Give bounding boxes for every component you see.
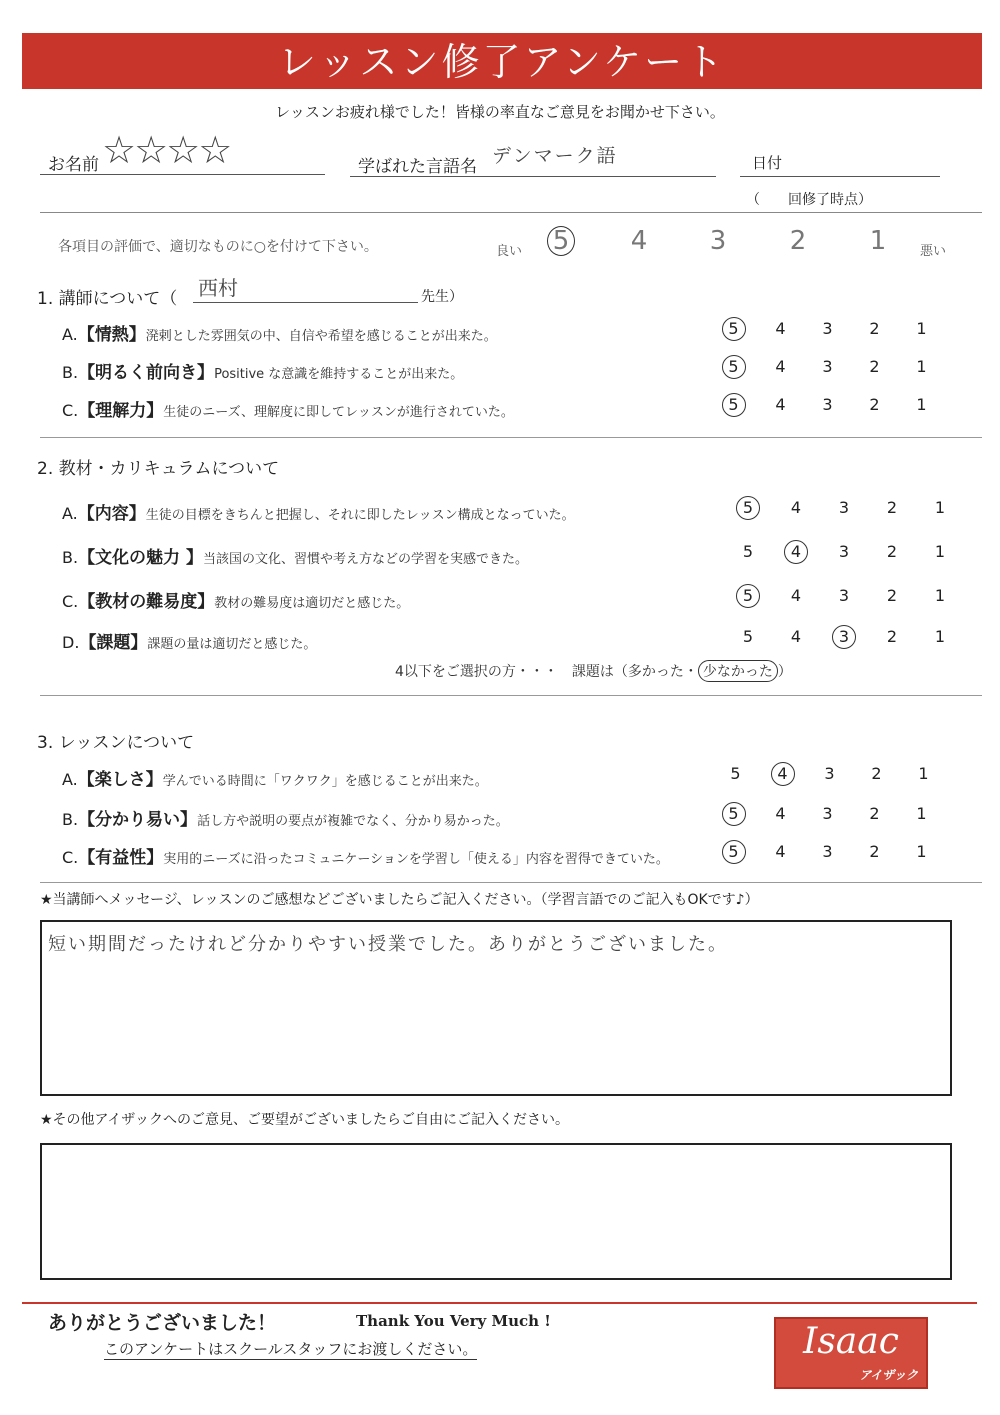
rating-option[interactable]: 3 (822, 319, 833, 338)
rating-1a (710, 319, 945, 338)
selected-circle (722, 393, 746, 417)
rating-option[interactable]: 2 (886, 498, 898, 517)
rating-option[interactable]: 1 (916, 319, 927, 338)
scale-good-label: 良い (496, 244, 523, 259)
feedback-label: ★その他アイザックへのご意見、ご要望がございましたらご自由にご記入ください。 (40, 1112, 570, 1128)
selected-circle (722, 802, 746, 826)
rating-option[interactable]: 4 (775, 842, 786, 861)
rating-2b (724, 542, 964, 561)
selected-circle (736, 496, 760, 520)
selected-circle (722, 355, 746, 379)
question-1b: B.【明るく前向き】Positive な意識を維持することが出来た。 (62, 363, 464, 383)
section-3-title: 3. レッスンについて (37, 733, 195, 753)
rating-option[interactable]: 2 (869, 319, 880, 338)
rating-option[interactable]: 1 (934, 498, 946, 517)
selected-circle (771, 762, 795, 786)
page-subtitle: レッスンお疲れ様でした！皆様の率直なご意見をお聞かせ下さい。 (275, 103, 725, 121)
selected-circle (736, 584, 760, 608)
rating-option[interactable]: 5 (710, 804, 757, 823)
rating-option[interactable]: 2 (886, 627, 898, 646)
homework-followup: 4以下をご選択の方・・・ 課題は（多かった・ 少なかった ） (395, 660, 792, 682)
rating-1b (710, 357, 945, 376)
option-few-circled[interactable]: 少なかった (698, 660, 778, 682)
teacher-name[interactable]: 西村 (198, 276, 238, 300)
rating-option[interactable]: 1 (918, 764, 929, 783)
rating-option[interactable]: 5 (710, 319, 757, 338)
scale-number: 2 (789, 226, 807, 256)
teacher-suffix: 先生） (421, 289, 463, 305)
divider (40, 212, 982, 213)
rating-option[interactable]: 5 (710, 395, 757, 414)
message-textarea[interactable] (40, 920, 952, 1096)
scale-numbers (522, 226, 918, 256)
rating-option[interactable]: 1 (916, 804, 927, 823)
selected-circle (784, 540, 808, 564)
question-3c: C.【有益性】実用的ニーズに沿ったコミュニケーションを学習し「使える」内容を習得できていた。 (62, 848, 669, 868)
question-1c: C.【理解力】生徒のニーズ、理解度に即してレッスンが進行されていた。 (62, 401, 514, 421)
rating-option[interactable]: 2 (869, 395, 880, 414)
name-label: お名前 (48, 155, 99, 175)
rating-option[interactable]: 3 (838, 542, 850, 561)
rating-option[interactable]: 3 (838, 586, 850, 605)
teacher-underline (193, 302, 418, 303)
rating-option[interactable]: 2 (886, 586, 898, 605)
scale-number: 1 (869, 226, 887, 256)
section-title-text: 1. 講師について（ (37, 289, 178, 309)
name-value[interactable]: ☆☆☆☆ (102, 128, 231, 172)
question-3a: A.【楽しさ】学んでいる時間に「ワクワク」を感じることが出来た。 (62, 770, 488, 790)
question-2a: A.【内容】生徒の目標をきちんと把握し、それに即したレッスン構成となっていた。 (62, 504, 575, 524)
rating-option[interactable]: 1 (934, 586, 946, 605)
scale-instruction: 各項目の評価で、適切なものに○を付けて下さい。 (58, 239, 378, 255)
rating-option[interactable]: 3 (822, 357, 833, 376)
rating-option[interactable]: 4 (775, 395, 786, 414)
rating-option[interactable]: 5 (742, 542, 754, 561)
message-label: ★当講師へメッセージ、レッスンのご感想などございましたらご記入ください。（学習言語でのご記入もOKです♪） (40, 892, 759, 908)
rating-option[interactable]: 4 (759, 764, 806, 783)
rating-3b (710, 804, 945, 823)
date-underline[interactable] (740, 176, 940, 177)
rating-option[interactable]: 2 (886, 542, 898, 561)
rating-option[interactable]: 5 (710, 842, 757, 861)
rating-2c (724, 586, 964, 605)
rating-option[interactable]: 1 (916, 395, 927, 414)
thanks-jp: ありがとうございました！ (48, 1312, 277, 1334)
scale-number: 3 (709, 226, 727, 256)
rating-option[interactable]: 1 (934, 542, 946, 561)
isaac-logo (774, 1317, 928, 1389)
name-underline (40, 174, 325, 175)
question-2b: B.【文化の魅力 】当該国の文化、習慣や考え方などの学習を実感できた。 (62, 548, 528, 568)
rating-option[interactable]: 3 (838, 498, 850, 517)
section-1-title (37, 284, 177, 309)
question-2c: C.【教材の難易度】教材の難易度は適切だと感じた。 (62, 592, 410, 612)
rating-option[interactable]: 1 (916, 357, 927, 376)
thanks-en: Thank You Very Much ! (356, 1312, 551, 1330)
rating-option[interactable]: 5 (742, 627, 754, 646)
scale-number: 4 (630, 226, 648, 256)
logo-script-text: Isaac (803, 1321, 899, 1362)
rating-option[interactable]: 5 (710, 357, 757, 376)
rating-option[interactable]: 2 (871, 764, 882, 783)
question-1a: A.【情熱】溌剌とした雰囲気の中、自信や希望を感じることが出来た。 (62, 325, 497, 345)
question-3b: B.【分かり易い】話し方や説明の要点が複雑でなく、分かり易かった。 (62, 810, 509, 830)
rating-option[interactable]: 5 (724, 586, 772, 605)
scale-number: 5 (522, 226, 600, 256)
rating-option[interactable]: 4 (775, 357, 786, 376)
divider (40, 882, 982, 883)
message-text: 短い期間だったけれど分かりやすい授業でした。ありがとうございました。 (48, 934, 728, 955)
logo-kana-text: アイザック (859, 1368, 918, 1382)
rating-option[interactable]: 5 (730, 764, 741, 783)
rating-option[interactable]: 1 (934, 627, 946, 646)
rating-option[interactable]: 4 (790, 498, 802, 517)
divider (40, 437, 982, 438)
selected-circle (722, 317, 746, 341)
page-title: レッスン修了アンケート (277, 40, 727, 84)
rating-2a (724, 498, 964, 517)
rating-option[interactable]: 3 (822, 842, 833, 861)
section-2-title: 2. 教材・カリキュラムについて (37, 459, 280, 479)
rating-option[interactable]: 2 (869, 804, 880, 823)
handover-note: このアンケートはスクールスタッフにお渡しください。 (104, 1340, 478, 1358)
rating-option[interactable]: 4 (772, 542, 820, 561)
rating-option[interactable]: 2 (869, 357, 880, 376)
rating-3a (712, 764, 947, 783)
scale-circle (547, 226, 575, 256)
rating-option[interactable]: 3 (822, 804, 833, 823)
date-label: 日付 (752, 154, 783, 172)
rating-option[interactable]: 3 (824, 764, 835, 783)
lesson-point[interactable]: （ 回修了時点） (746, 192, 872, 208)
rating-option[interactable]: 3 (822, 395, 833, 414)
rating-option[interactable]: 5 (724, 498, 772, 517)
rating-option[interactable]: 1 (916, 842, 927, 861)
footer-rule (22, 1302, 977, 1304)
feedback-textarea[interactable] (40, 1143, 952, 1280)
rating-option[interactable]: 3 (820, 627, 868, 646)
language-underline (350, 176, 716, 177)
rating-option[interactable]: 4 (790, 627, 802, 646)
rating-2d (724, 627, 964, 646)
divider (40, 695, 982, 696)
selected-circle (722, 840, 746, 864)
language-value[interactable]: デンマーク語 (492, 145, 618, 167)
rating-1c (710, 395, 945, 414)
rating-3c (710, 842, 945, 861)
language-label: 学ばれた言語名 (358, 157, 477, 177)
rating-option[interactable]: 4 (790, 586, 802, 605)
rating-option[interactable]: 2 (869, 842, 880, 861)
scale-bad-label: 悪い (920, 244, 947, 259)
selected-circle (832, 625, 856, 649)
question-2d: D.【課題】課題の量は適切だと感じた。 (62, 633, 317, 653)
rating-option[interactable]: 4 (775, 804, 786, 823)
rating-option[interactable]: 4 (775, 319, 786, 338)
